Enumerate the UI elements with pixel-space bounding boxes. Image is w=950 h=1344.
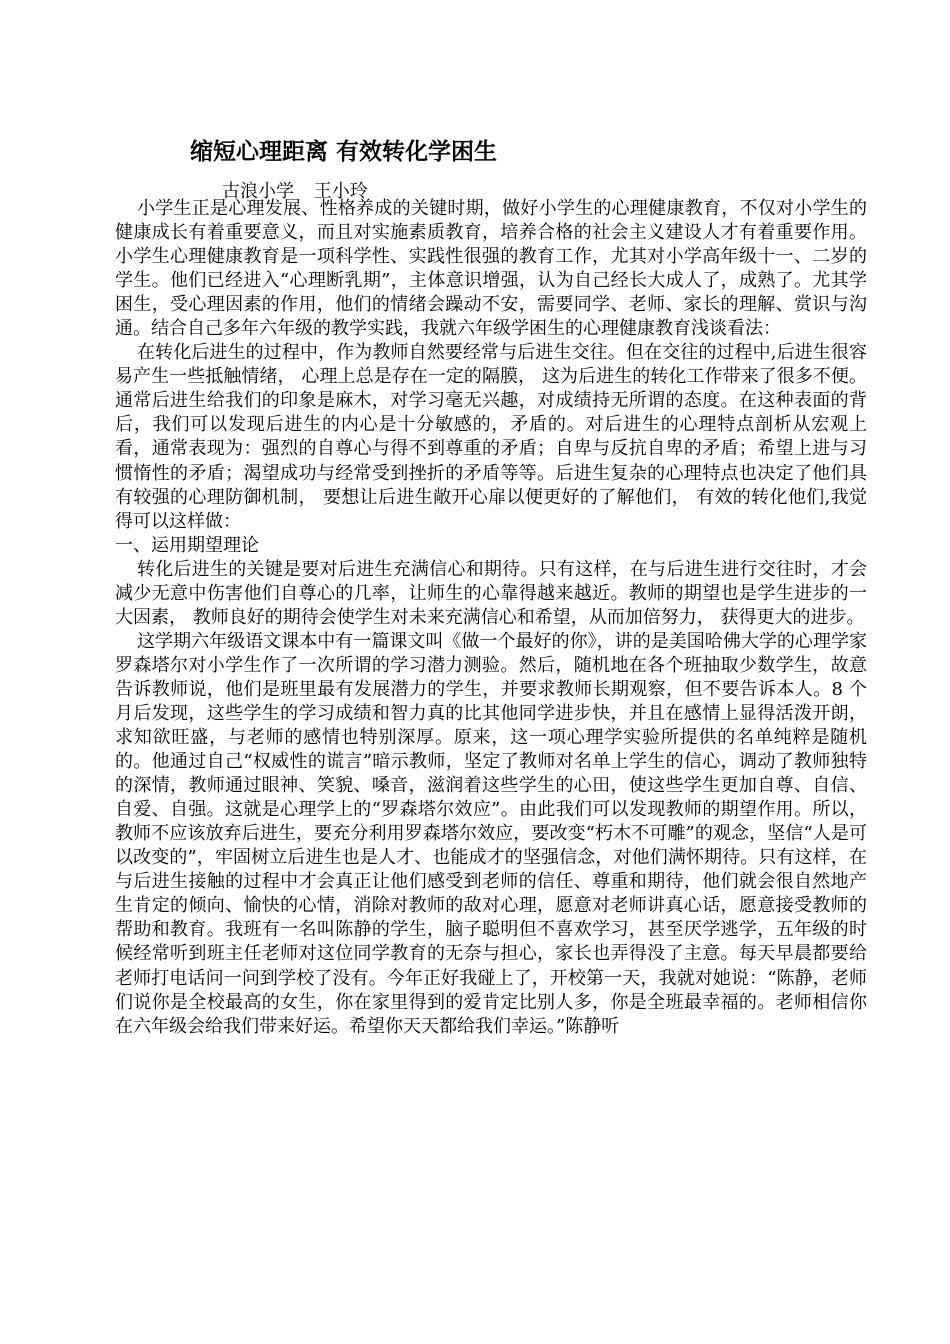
document-body <box>115 197 867 1039</box>
document-title: 缩短心理距离 有效转化学困生 <box>190 138 498 165</box>
paragraph-transform: 在转化后进生的过程中，作为教师自然要经常与后进生交往。但在交往的过程中,后进生很容易产生一些抵触情绪， 心理上总是存在一定的隔膜， 这为后进生的转化工作带来了很多不便。通常后进生给我们的印象是麻木，对学习毫无兴趣，对成绩持无所谓的态度。在这种表面的背后，我们可以发现后进生的内心是十分敏感的，矛盾的。对后进生的心理特点剖析从宏观上看，通常表现为：强烈的自尊心与得不到尊重的矛盾；自卑与反抗自卑的矛盾；希望上进与习惯惰性的矛盾；渴望成功与经常受到挫折的矛盾等等。后进生复杂的心理特点也决定了他们具有较强的心理防御机制， 要想让后进生敞开心扉以便更好的了解他们， 有效的转化他们,我觉得可以这样做： <box>115 342 867 532</box>
paragraph-expectation: 转化后进生的关键是要对后进生充满信心和期待。只有这样，在与后进生进行交往时，才会减少无意中伤害他们自尊心的几率，让师生的心靠得越来越近。教师的期望也是学生进步的一大因素， 教师良好的期待会使学生对未来充满信心和希望，从而加倍努力， 获得更大的进步。 <box>115 558 867 628</box>
document-author: 古浪小学 王小玲 <box>222 181 368 202</box>
section-heading-expectation: 一、运用期望理论 <box>115 534 259 556</box>
paragraph-intro: 小学生正是心理发展、性格养成的关键时期，做好小学生的心理健康教育，不仅对小学生的健康成长有着重要意义，而且对实施素质教育，培养合格的社会主义建设人才有着重要作用。小学生心理健康教育是一项科学性、实践性很强的教育工作，尤其对小学高年级十一、二岁的学生。他们已经进入“心理断乳期”，主体意识增强，认为自己经长大成人了，成熟了。尤其学困生，受心理因素的作用，他们的情绪会躁动不安，需要同学、老师、家长的理解、赏识与沟通。结合自己多年六年级的教学实践，我就六年级学困生的心理健康教育浅谈看法： <box>115 198 867 340</box>
paragraph-rosenthal: 这学期六年级语文课本中有一篇课文叫《做一个最好的你》，讲的是美国哈佛大学的心理学家罗森塔尔对小学生作了一次所谓的学习潜力测验。然后，随机地在各个班抽取少数学生，故意告诉教师说，他们是班里最有发展潜力的学生，并要求教师长期观察，但不要告诉本人。8 个月后发现，这些学生的学习成绩和智力真的比其他同学进步快，并且在感情上显得活泼开朗，求知欲旺盛，与老师的感情也特别深厚。原来，这一项心理学实验所提供的名单纯粹是随机的。他通过自己“权威性的谎言”暗示教师，坚定了教师对名单上学生的信心，调动了教师独特的深情，教师通过眼神、笑貌、嗓音，滋润着这些学生的心田，使这些学生更加自尊、自信、自爱、自强。这就是心理学上的“罗森塔尔效应”。由此我们可以发现教师的期望作用。所以，教师不应该放弃后进生，要充分利用罗森塔尔效应，要改变“朽木不可雕”的观念，坚信“人是可以改变的”，牢固树立后进生也是人才、也能成才的坚强信念，对他们满怀期待。只有这样，在与后进生接触的过程中才会真正让他们感受到老师的信任、尊重和期待，他们就会很自然地产生肯定的倾向、愉快的心情，消除对教师的敌对心理，愿意对老师讲真心话，愿意接受教师的帮助和教育。我班有一名叫陈静的学生，脑子聪明但不喜欢学习，甚至厌学逃学，五年级的时候经常听到班主任老师对这位同学教育的无奈与担心，家长也弄得没了主意。每天早晨都要给老师打电话问一问到学校了没有。今年正好我碰上了，开校第一天，我就对她说：“陈静，老师们说你是全校最高的女生，你在家里得到的爱肯定比别人多，你是全班最幸福的。老师相信你在六年级会给我们带来好运。希望你天天都给我们幸运。”陈静听 <box>115 630 867 1037</box>
